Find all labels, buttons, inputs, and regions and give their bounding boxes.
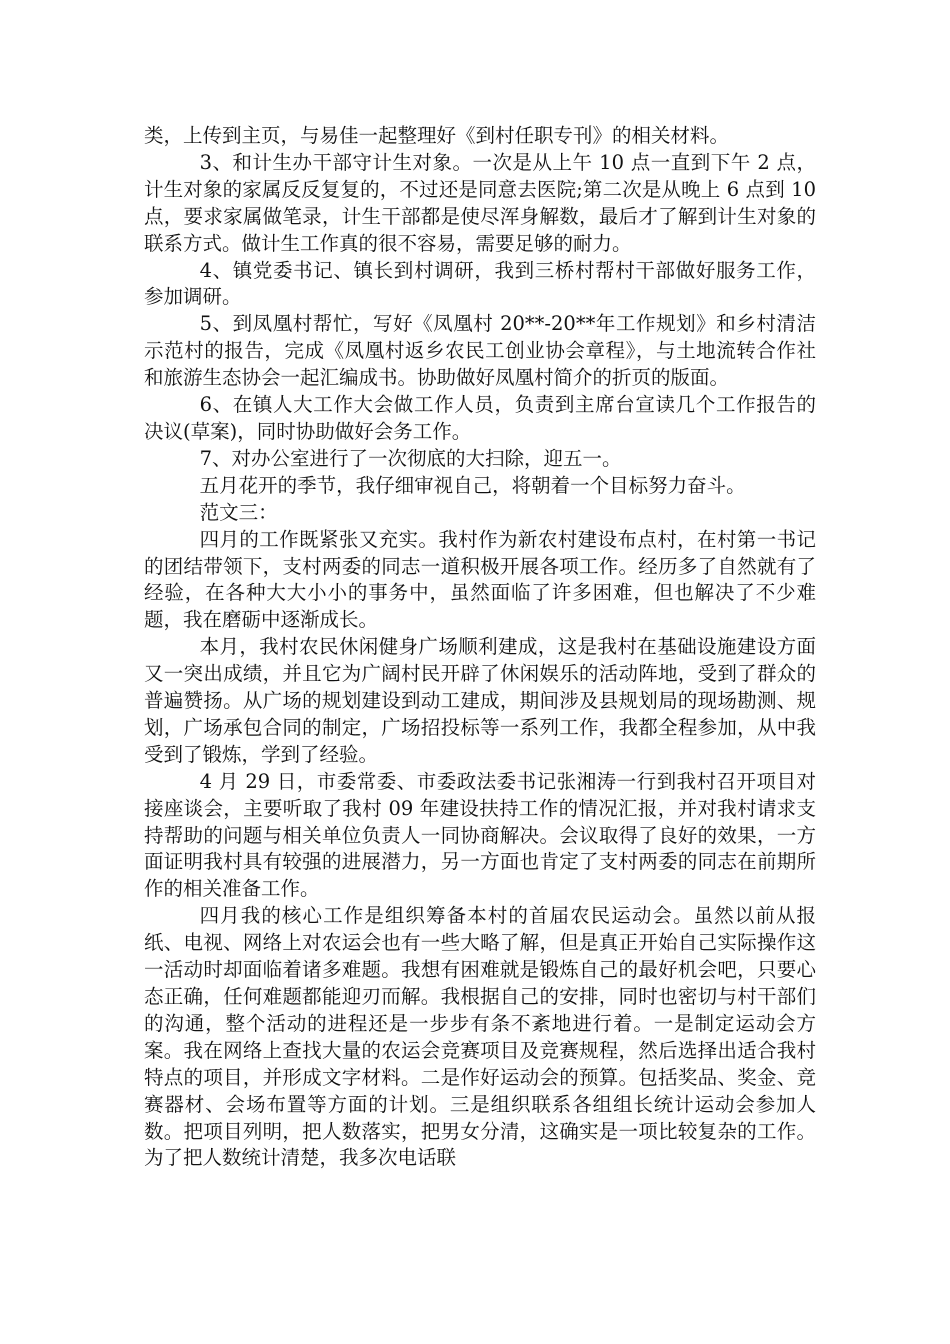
paragraph-item-7: 7、对办公室进行了一次彻底的大扫除，迎五一。 (199, 446, 622, 470)
section-heading-sample-3: 范文三： (199, 500, 278, 524)
paragraph-may-outlook: 五月花开的季节，我仔细审视自己，将朝着一个目标努力奋斗。 (199, 473, 746, 497)
paragraph-item-4: 4、镇党委书记、镇长到村调研，我到三桥村帮村干部做好服务工作，参加调研。 (144, 258, 816, 309)
paragraph-item-3: 3、和计生办干部守计生对象。一次是从上午 10 点一直到下午 2 点，计生对象的家属反反复复的，不过还是同意去医院;第二次是从晚上 6 点到 10 点，要求家属做笔录，计生干部都是使尽浑身解数，最后才了解到计生对象的联系方式。做计生工作真的很不容易，需要足够的耐力。 (144, 150, 816, 255)
paragraph-april-intro: 四月的工作既紧张又充实。我村作为新农村建设布点村，在村第一书记的团结带领下，支村两委的同志一道积极开展各项工作。经历多了自然就有了经验，在各种大大小小的事务中，虽然面临了许多困难，但也解决了不少难题，我在磨砺中逐渐成长。 (144, 527, 816, 632)
paragraph-continuation: 类，上传到主页，与易佳一起整理好《到村任职专刊》的相关材料。 (144, 124, 730, 147)
document-body (144, 123, 816, 1172)
paragraph-item-5: 5、到凤凰村帮忙，写好《凤凰村 20**-20**年工作规划》和乡村清洁示范村的报告，完成《凤凰村返乡农民工创业协会章程》，与土地流转合作社和旅游生态协会一起汇编成书。协助做好凤凰村简介的折页的版面。 (144, 312, 816, 390)
paragraph-april-29-meeting: 4 月 29 日，市委常委、市委政法委书记张湘涛一行到我村召开项目对接座谈会，主要听取了我村 09 年建设扶持工作的情况汇报，并对我村请求支持帮助的问题与相关单位负责人一同协商解决。会议取得了良好的效果，一方面证明我村具有较强的进展潜力，另一方面也肯定了支村两委的同志在前期所作的相关准备工作。 (144, 769, 816, 901)
paragraph-item-6: 6、在镇人大工作大会做工作人员，负责到主席台宣读几个工作报告的决议(草案)，同时协助做好会务工作。 (144, 393, 816, 443)
paragraph-square-construction: 本月，我村农民休闲健身广场顺利建成，这是我村在基础设施建设方面又一突出成绩，并且它为广阔村民开辟了休闲娱乐的活动阵地，受到了群众的普遍赞扬。从广场的规划建设到动工建成，期间涉及县规划局的现场勘测、规划，广场承包合同的制定，广场招投标等一系列工作，我都全程参加，从中我受到了锻炼，学到了经验。 (144, 635, 816, 766)
paragraph-sports-meet: 四月我的核心工作是组织筹备本村的首届农民运动会。虽然以前从报纸、电视、网络上对农运会也有一些大略了解，但是真正开始自己实际操作这一活动时却面临着诸多难题。我想有困难就是锻炼自己的最好机会吧，只要心态正确，任何难题都能迎刃而解。我根据自己的安排，同时也密切与村干部们的沟通，整个活动的进程还是一步步有条不紊地进行着。一是制定运动会方案。我在网络上查找大量的农运会竞赛项目及竞赛规程，然后选择出适合我村特点的项目，并形成文字材料。二是作好运动会的预算。包括奖品、奖金、竞赛器材、会场布置等方面的计划。三是组织联系各组组长统计运动会参加人数。把项目列明，把人数落实，把男女分清，这确实是一项比较复杂的工作。为了把人数统计清楚，我多次电话联 (144, 904, 816, 1170)
